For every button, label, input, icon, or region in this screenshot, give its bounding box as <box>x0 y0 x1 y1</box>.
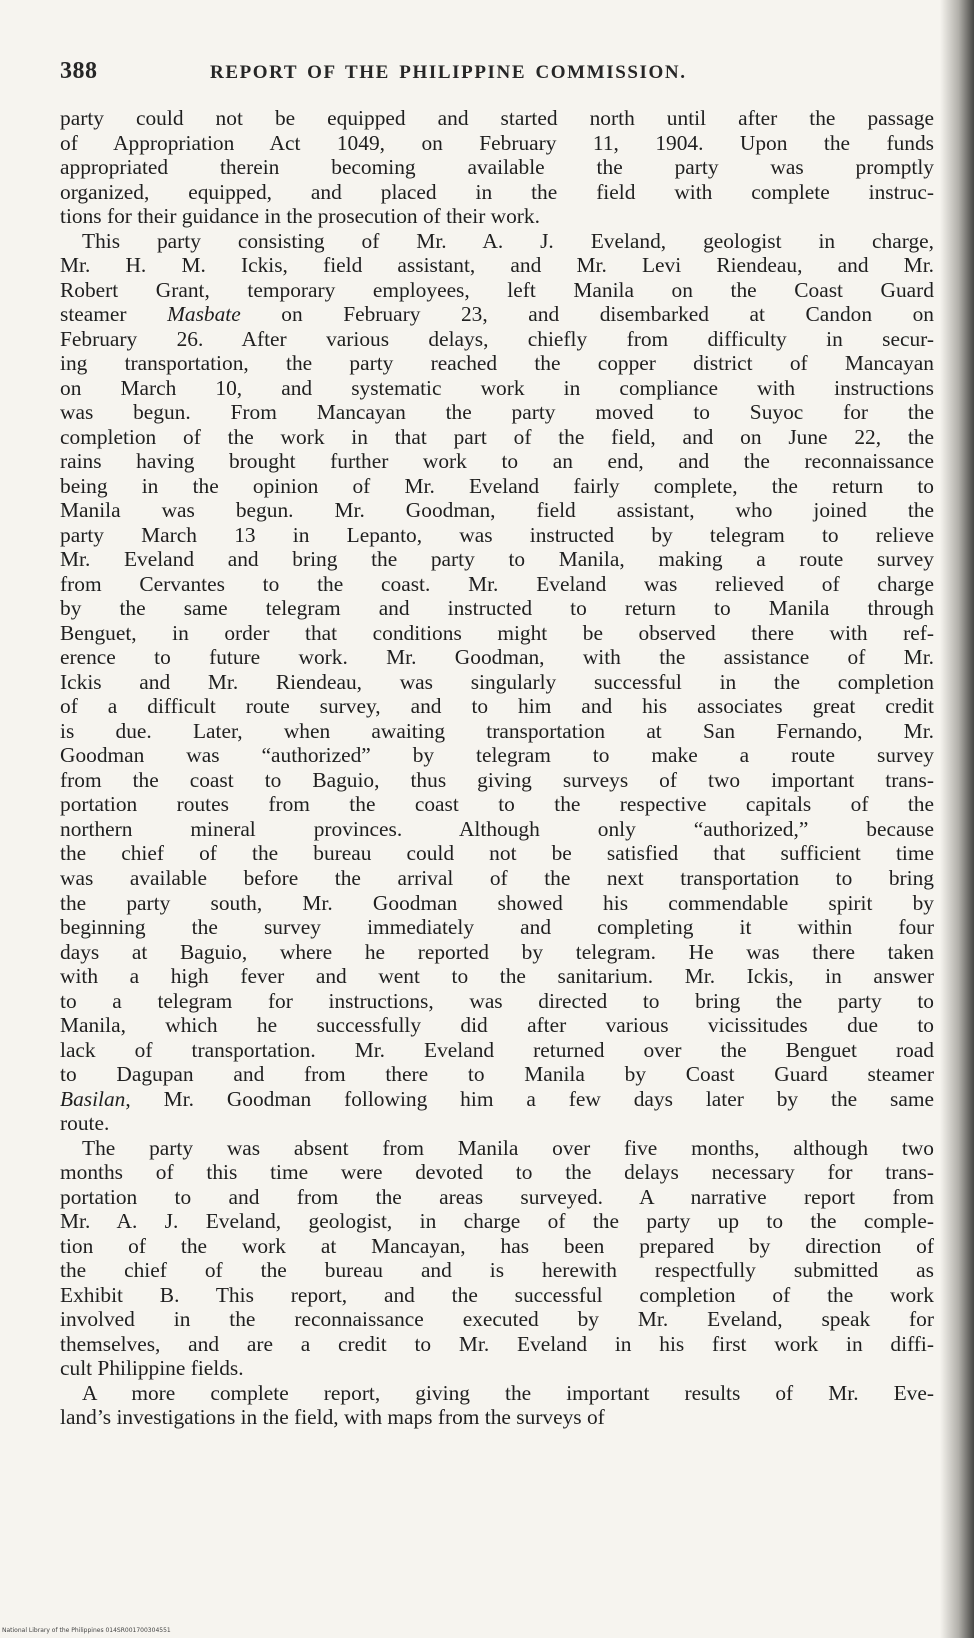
text-line: portation routes from the coast to the respective capitals of the <box>60 792 934 817</box>
text-line: Basilan, Mr. Goodman following him a few days later by the same <box>60 1086 934 1111</box>
text-line: was begun. From Mancayan the party moved to Suyoc for the <box>60 400 934 425</box>
text-line: northern mineral provinces. Although only “authorized,” because <box>60 816 934 841</box>
text-line: Exhibit B. This report, and the successful completion of the work <box>60 1282 934 1307</box>
text-line: themselves, and are a credit to Mr. Eveland in his first work in diffi- <box>60 1331 934 1356</box>
text-line: Robert Grant, temporary employees, left Manila on the Coast Guard <box>60 277 934 302</box>
text-line: route. <box>60 1111 110 1136</box>
paragraph <box>60 1381 934 1430</box>
text-line: portation to and from the areas surveyed. A narrative report from <box>60 1184 934 1209</box>
body-text <box>60 106 934 1430</box>
text-line: Manila, which he successfully did after various vicissitudes due to <box>60 1013 934 1038</box>
text-line: tion of the work at Mancayan, has been prepared by direction of <box>60 1233 934 1258</box>
text-line: party could not be equipped and started north until after the passage <box>60 106 934 130</box>
text-line: A more complete report, giving the important results of Mr. Eve- <box>82 1380 934 1405</box>
text-line: rains having brought further work to an end, and the reconnaissance <box>60 449 934 474</box>
text-line: the chief of the bureau could not be satisfied that sufficient time <box>60 841 934 866</box>
text-line: the party south, Mr. Goodman showed his commendable spirit by <box>60 890 934 915</box>
text-line: the chief of the bureau and is herewith respectfully submitted as <box>60 1258 934 1283</box>
text-line: of a difficult route survey, and to him and his associates great credit <box>60 694 934 719</box>
page-number: 388 <box>60 58 98 84</box>
paragraph <box>60 229 934 1136</box>
text-line: party March 13 in Lepanto, was instructed by telegram to relieve <box>60 522 934 547</box>
text-line: Mr. A. J. Eveland, geologist, in charge of the party up to the comple- <box>60 1209 934 1234</box>
text-line: appropriated therein becoming available the party was promptly <box>60 155 934 180</box>
text-line: is due. Later, when awaiting transportation at San Fernando, Mr. <box>60 718 934 743</box>
text-line: being in the opinion of Mr. Eveland fairly complete, the return to <box>60 473 934 498</box>
running-head: REPORT OF THE PHILIPPINE COMMISSION. <box>210 62 687 83</box>
text-line: was available before the arrival of the next transportation to bring <box>60 865 934 890</box>
text-line: to a telegram for instructions, was directed to bring the party to <box>60 988 934 1013</box>
text-line: cult Philippine fields. <box>60 1356 244 1381</box>
text-line: by the same telegram and instructed to return to Manila through <box>60 596 934 621</box>
page-edge-shadow <box>940 0 974 1638</box>
page-header <box>60 58 930 88</box>
text-line: lack of transportation. Mr. Eveland returned over the Benguet road <box>60 1037 934 1062</box>
text-line: The party was absent from Manila over five months, although two <box>82 1135 934 1160</box>
text-line: Benguet, in order that conditions might be observed there with ref- <box>60 620 934 645</box>
text-line: steamer Masbate on February 23, and disembarked at Candon on <box>60 302 934 327</box>
text-line: ing transportation, the party reached the copper district of Mancayan <box>60 351 934 376</box>
text-line: land’s investigations in the field, with maps from the surveys of <box>60 1405 605 1430</box>
text-line: days at Baguio, where he reported by telegram. He was there taken <box>60 939 934 964</box>
text-line: of Appropriation Act 1049, on February 11, 1904. Upon the funds <box>60 130 934 155</box>
text-line: Manila was begun. Mr. Goodman, field assistant, who joined the <box>60 498 934 523</box>
text-line: with a high fever and went to the sanitarium. Mr. Ickis, in answer <box>60 964 934 989</box>
text-line: Mr. H. M. Ickis, field assistant, and Mr. Levi Riendeau, and Mr. <box>60 253 934 278</box>
scan-footer: National Library of the Philippines 014SR001700304551 <box>2 1627 171 1634</box>
text-line: organized, equipped, and placed in the field with complete instruc- <box>60 179 934 204</box>
text-line: tions for their guidance in the prosecution of their work. <box>60 204 540 229</box>
text-line: beginning the survey immediately and completing it within four <box>60 915 934 940</box>
text-line: Ickis and Mr. Riendeau, was singularly successful in the completion <box>60 669 934 694</box>
text-line: from Cervantes to the coast. Mr. Eveland was relieved of charge <box>60 571 934 596</box>
text-line: This party consisting of Mr. A. J. Eveland, geologist in charge, <box>82 228 934 253</box>
text-line: erence to future work. Mr. Goodman, with the assistance of Mr. <box>60 645 934 670</box>
text-line: to Dagupan and from there to Manila by Coast Guard steamer <box>60 1062 934 1087</box>
text-line: Goodman was “authorized” by telegram to make a route survey <box>60 743 934 768</box>
paragraph <box>60 106 934 229</box>
text-line: involved in the reconnaissance executed by Mr. Eveland, speak for <box>60 1307 934 1332</box>
paragraph <box>60 1136 934 1381</box>
text-line: completion of the work in that part of the field, and on June 22, the <box>60 424 934 449</box>
text-line: on March 10, and systematic work in compliance with instructions <box>60 375 934 400</box>
text-line: from the coast to Baguio, thus giving surveys of two important trans- <box>60 767 934 792</box>
text-line: February 26. After various delays, chiefly from difficulty in secur- <box>60 326 934 351</box>
text-line: months of this time were devoted to the delays necessary for trans- <box>60 1160 934 1185</box>
text-line: Mr. Eveland and bring the party to Manila, making a route survey <box>60 547 934 572</box>
